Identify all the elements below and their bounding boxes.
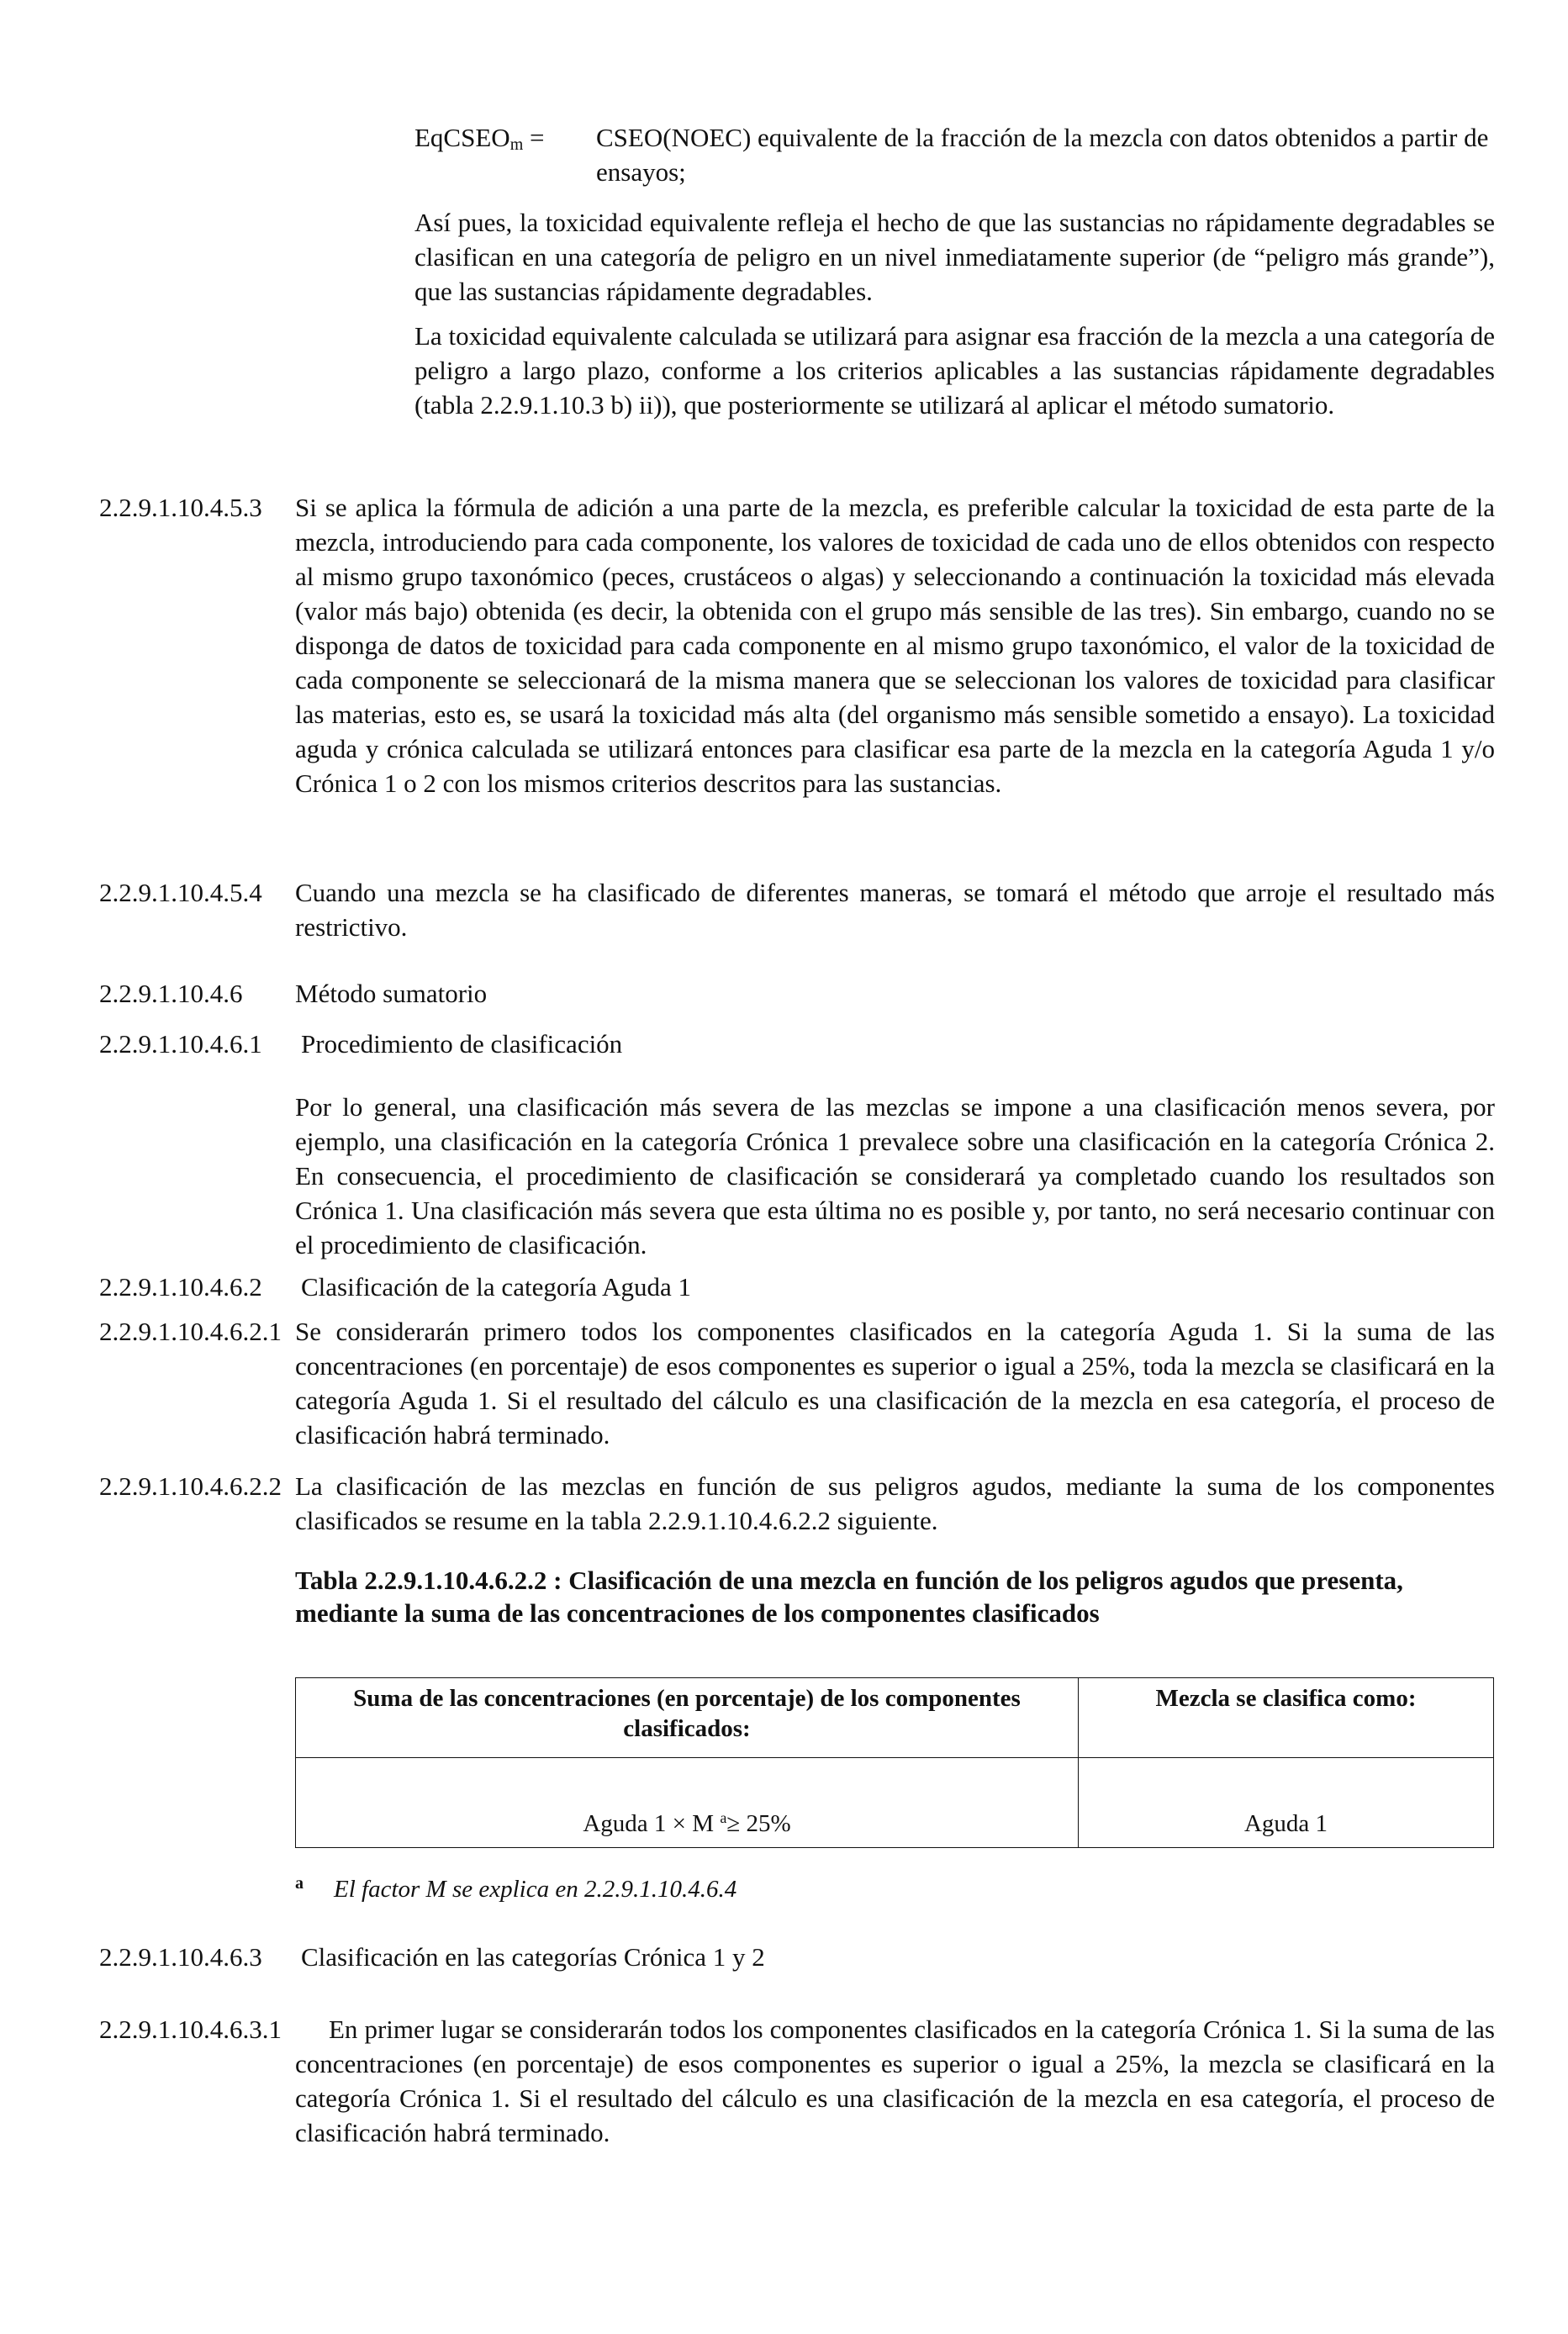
section-2-2-9-1-10-4-5-3: [99, 490, 1495, 800]
equation-definition: [414, 120, 1495, 189]
section-number: 2.2.9.1.10.4.6: [99, 979, 243, 1008]
section-number: 2.2.9.1.10.4.6.1: [99, 1029, 262, 1059]
classification-table: [295, 1677, 1494, 1848]
footnote-ref: a: [720, 1809, 727, 1826]
section-text: Cuando una mezcla se ha clasificado de diferentes maneras, se tomará el método que arroje el resultado más restrictivo.: [295, 878, 1495, 942]
paragraph-por-lo-general: Por lo general, una clasificación más severa de las mezclas se impone a una clasificación menos severa, por ejemplo, una clasificación en la categoría Crónica 1 prevalece sobre una clasificación en la categoría Crónica 2. En consecuencia, el procedimiento de clasificación se considerará ya completado cuando los resultados son Crónica 1. Una clasificación más severa que esta última no es posible y, por tanto, no será necesario continuar con el procedimiento de clasificación.: [295, 1092, 1495, 1259]
section-2-2-9-1-10-4-6: [99, 976, 1495, 1011]
section-number: 2.2.9.1.10.4.6.2.1: [99, 1317, 282, 1346]
section-text: Se considerarán primero todos los componentes clasificados en la categoría Aguda 1. Si la suma de las concentraciones (en porcentaje) de esos componentes es superior o igual a 25%, toda la mezcla se clasificará en la categoría Aguda 1. Si el resultado del cálculo es una clasificación de la mezcla en esa categoría, el proceso de clasificación habrá terminado.: [295, 1317, 1495, 1450]
symbol-subscript: m: [509, 135, 524, 154]
section-heading: Clasificación en las categorías Crónica 1 y 2: [301, 1942, 765, 1972]
equation-definition-text: CSEO(NOEC) equivalente de la fracción de la mezcla con datos obtenidos a partir de ensayos;: [596, 123, 1489, 187]
table-cell-condition: [296, 1758, 1079, 1848]
section-heading: Procedimiento de clasificación: [301, 1029, 623, 1059]
table-cell-result: Aguda 1: [1079, 1758, 1494, 1848]
section-2-2-9-1-10-4-6-3-1: [99, 2012, 1495, 2150]
section-number: 2.2.9.1.10.4.6.3: [99, 1942, 262, 1972]
section-text: Si se aplica la fórmula de adición a una parte de la mezcla, es preferible calcular la toxicidad de esta parte de la mezcla, introduciendo para cada componente, los valores de toxicidad de cada uno de ellos obtenidos con respecto al mismo grupo taxonómico (peces, crustáceos o algas) y seleccionando a continuación la toxicidad más elevada (valor más bajo) obtenida (es decir, la obtenida con el grupo más sensible de las tres). Sin embargo, cuando no se disponga de datos de toxicidad para cada componente en al mismo grupo taxonómico, el valor de la toxicidad de cada componente se seleccionará de la misma manera que se seleccionan los valores de toxicidad para clasificar las materias, esto es, se usará la toxicidad más alta (del organismo más sensible sometido a ensayo). La toxicidad aguda y crónica calculada se utilizará entonces para clasificar esa parte de la mezcla en la categoría Aguda 1 y/o Crónica 1 o 2 con los mismos criterios descritos para las sustancias.: [295, 493, 1495, 798]
section-text: En primer lugar se considerarán todos los componentes clasificados en la categoría Crónica 1. Si la suma de las concentraciones (en porcentaje) de esos componentes es superior o igual a 25%, la mezcla se clasificará en la categoría Crónica 1. Si el resultado del cálculo es una clasificación de la mezcla en esa categoría, el proceso de clasificación habrá terminado.: [295, 2015, 1495, 2147]
table-header-classified-as: Mezcla se clasifica como:: [1079, 1678, 1494, 1758]
section-heading: Clasificación de la categoría Aguda 1: [301, 1272, 691, 1302]
section-text: La clasificación de las mezclas en función de sus peligros agudos, mediante la suma de los componentes clasificados se resume en la tabla 2.2.9.1.10.4.6.2.2 siguiente.: [295, 1471, 1495, 1535]
condition-text: Aguda 1 × M: [583, 1810, 721, 1837]
equals-sign: =: [523, 123, 545, 152]
section-2-2-9-1-10-4-6-2: [99, 1270, 1495, 1304]
paragraph-toxicidad-equivalente: La toxicidad equivalente calculada se utilizará para asignar esa fracción de la mezcla a una categoría de peligro a largo plazo, conforme a los criterios aplicables a las sustancias rápidamente degradables (tabla 2.2.9.1.10.3 b) ii)), que posteriormente se utilizará al aplicar el método sumatorio.: [414, 321, 1495, 420]
section-number: 2.2.9.1.10.4.5.3: [99, 493, 262, 522]
footnote-mark: a: [295, 1874, 304, 1893]
paragraph-asi-pues: Así pues, la toxicidad equivalente refleja el hecho de que las sustancias no rápidamente degradables se clasifican en una categoría de peligro en un nivel inmediatamente superior (de “peligro más grande”), que las sustancias rápidamente degradables.: [414, 208, 1495, 306]
condition-threshold: ≥ 25%: [726, 1810, 791, 1837]
table-row: [296, 1758, 1494, 1848]
section-2-2-9-1-10-4-6-2-2: [99, 1469, 1495, 1538]
section-2-2-9-1-10-4-6-3: [99, 1940, 1495, 1974]
footnote-text: El factor M se explica en 2.2.9.1.10.4.6.4: [334, 1876, 737, 1903]
table-footnote: [295, 1867, 736, 1907]
section-number: 2.2.9.1.10.4.6.3.1: [99, 2015, 282, 2044]
table-header-row: [296, 1678, 1494, 1758]
table-header-sum: Suma de las concentraciones (en porcentaje) de los componentes clasificados:: [296, 1678, 1079, 1758]
section-2-2-9-1-10-4-6-1: [99, 1027, 1495, 1061]
section-number: 2.2.9.1.10.4.6.2.2: [99, 1471, 282, 1501]
equation-symbol: [414, 120, 544, 162]
section-2-2-9-1-10-4-6-2-1: [99, 1314, 1495, 1452]
section-number: 2.2.9.1.10.4.6.2: [99, 1272, 262, 1302]
section-heading: Método sumatorio: [295, 979, 488, 1008]
symbol-main: EqCSEO: [414, 123, 510, 152]
section-number: 2.2.9.1.10.4.5.4: [99, 878, 262, 907]
section-2-2-9-1-10-4-5-4: [99, 875, 1495, 944]
table-caption: Tabla 2.2.9.1.10.4.6.2.2 : Clasificación de una mezcla en función de los peligros agudos que presenta, mediante la suma de las concentraciones de los componentes clasificados: [295, 1566, 1403, 1628]
